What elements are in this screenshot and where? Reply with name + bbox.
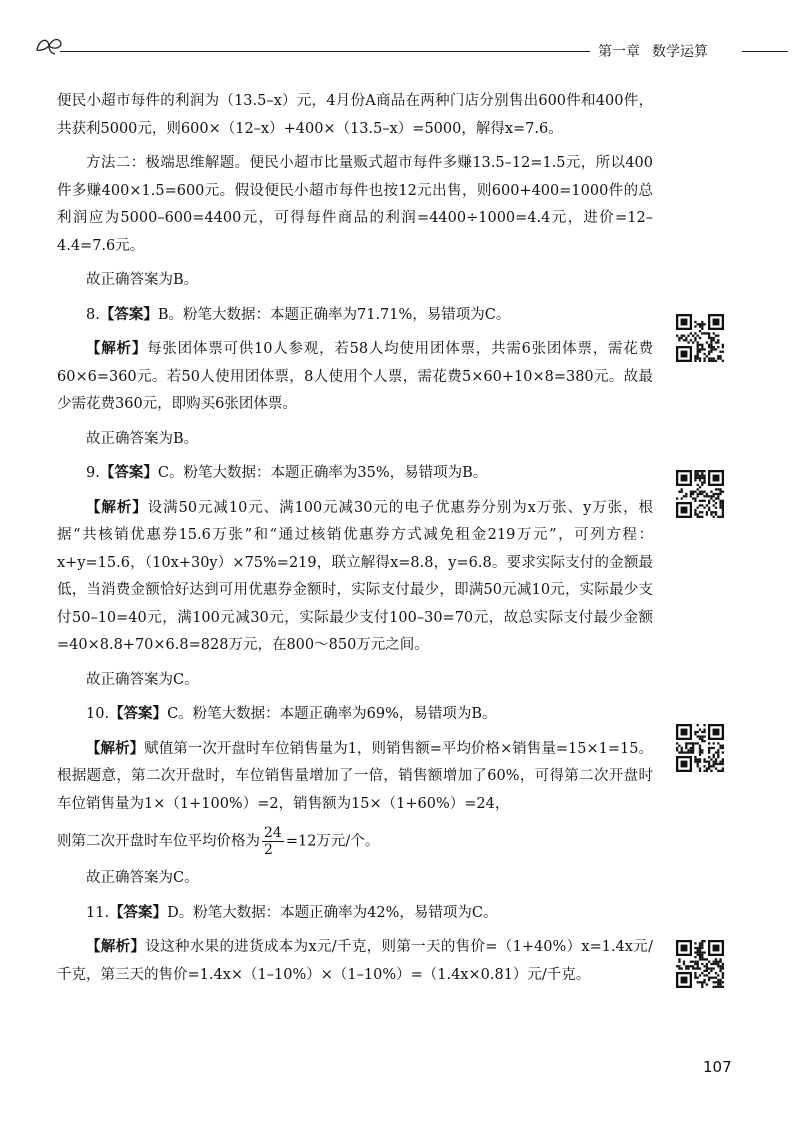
question-number: 10.: [86, 706, 110, 722]
explanation-tag: 【解析】: [86, 499, 148, 516]
page-body: [57, 88, 653, 996]
question-number: 8.: [86, 306, 100, 323]
chapter-title: 数学运算: [652, 44, 708, 60]
answer-text: B。粉笔大数据：本题正确率为71.71%，易错项为C。: [157, 306, 511, 323]
explanation-text: 设这种水果的进货成本为x元/千克，则第一天的售价=（1+40%）x=1.4x元/千克，第三天的售价=1.4x×（1–10%）×（1–10%）=（1.4x×0.81）元/千克。: [57, 939, 654, 983]
question-11-explanation: [57, 934, 653, 989]
question-9-answer: [57, 460, 653, 488]
answer-line: 故正确答案为B。: [86, 430, 199, 447]
explanation-tag: 【解析】: [86, 740, 145, 757]
question-number: 11.: [86, 904, 110, 921]
chapter-number: 第一章: [598, 44, 640, 60]
qr-code-icon[interactable]: [676, 940, 724, 988]
answer-text: D。粉笔大数据：本题正确率为42%，易错项为C。: [167, 904, 498, 921]
explanation-tag: 【解析】: [86, 341, 148, 357]
paragraph: 便民小超市每件的利润为（13.5–x）元，4月份A商品在两种门店分别售出600件和400件，共获利5000元，则600×（12–x）+400×（13.5–x）=5000，解得x=7.6。: [57, 93, 653, 137]
explanation-text: 赋值第一次开盘时车位销售量为1，则销售额=平均价格×销售量=15×1=15。根据题意，第二次开盘时，车位销售量增加了一倍，销售额增加了60%，可得第二次开盘时车位销售量为1×（1+100%）=2，销售额为15×（1+60%）=24，: [57, 740, 653, 812]
page-number: 107: [703, 1058, 732, 1076]
qr-code-icon[interactable]: [676, 470, 724, 518]
header-rule-left: [60, 51, 590, 52]
fraction-suffix: =12万元/个。: [285, 833, 380, 850]
explanation-tag: 【解析】: [86, 939, 146, 955]
leaf-ornament-icon: [34, 34, 64, 56]
header-rule-right: [742, 51, 788, 52]
question-10-explanation: [57, 736, 653, 819]
answer-tag: 【答案】: [109, 904, 168, 921]
fraction-prefix: 则第二次开盘时车位平均价格为: [57, 833, 260, 850]
explanation-text: 每张团体票可供10人参观，若58人均使用团体票，共需6张团体票，需花费60×6=360元。若50人使用团体票，8人使用个人票，需花费5×60+10×8=380元。故最少需花费360元，即购买6张团体票。: [57, 341, 654, 412]
qr-code-icon[interactable]: [676, 724, 724, 772]
question-10-fraction-line: [57, 825, 653, 858]
answer-tag: 【答案】: [109, 706, 168, 722]
paragraph: 方法二：极端思维解题。便民小超市比量贩式超市每件多赚13.5–12=1.5元，所以400件多赚400×1.5=600元。假设便民小超市每件也按12元出售，则600+400=1000件的总利润应为5000–600=4400元，可得每件商品的利润=4400÷1000=4.4元，进价=12–4.4=7.6元。: [57, 155, 653, 254]
chapter-heading: [598, 41, 708, 61]
answer-tag: 【答案】: [99, 306, 158, 323]
answer-line: 故正确答案为B。: [86, 272, 199, 288]
qr-code-icon[interactable]: [676, 314, 724, 362]
fraction-denominator: 2: [264, 842, 273, 858]
question-8-explanation: [57, 336, 653, 419]
question-9-explanation: [57, 495, 653, 660]
answer-line: 故正确答案为C。: [86, 870, 199, 886]
page-header: [30, 30, 790, 70]
question-number: 9.: [86, 465, 100, 481]
answer-text: C。粉笔大数据：本题正确率为69%，易错项为B。: [167, 706, 497, 722]
question-11-answer: [57, 900, 653, 928]
answer-text: C。粉笔大数据：本题正确率为35%，易错项为B。: [157, 465, 488, 481]
question-10-answer: [57, 701, 653, 729]
question-8-answer: [57, 302, 653, 330]
answer-tag: 【答案】: [99, 465, 158, 481]
explanation-text: 设满50元减10元、满100元减30元的电子优惠券分别为x万张、y万张，根据“共核销优惠券15.6万张”和“通过核销优惠券方式减免租金219万元”，可列方程：x+y=15.6，（10x+30y）×75%=219，联立解得x=8.8，y=6.8。要求实际支付的金额最低，当消费金额恰好达到可用优惠券金额时，实际支付最少，即满50元减10元，实际最少支付50–10=40元，满100元减30元，实际最少支付100–30=70元，故总实际支付最少金额=40×8.8+70×6.8=828万元，在800～850万元之间。: [57, 499, 653, 653]
answer-line: 故正确答案为C。: [86, 671, 199, 688]
fraction: [262, 825, 284, 858]
fraction-numerator: 24: [264, 825, 282, 841]
